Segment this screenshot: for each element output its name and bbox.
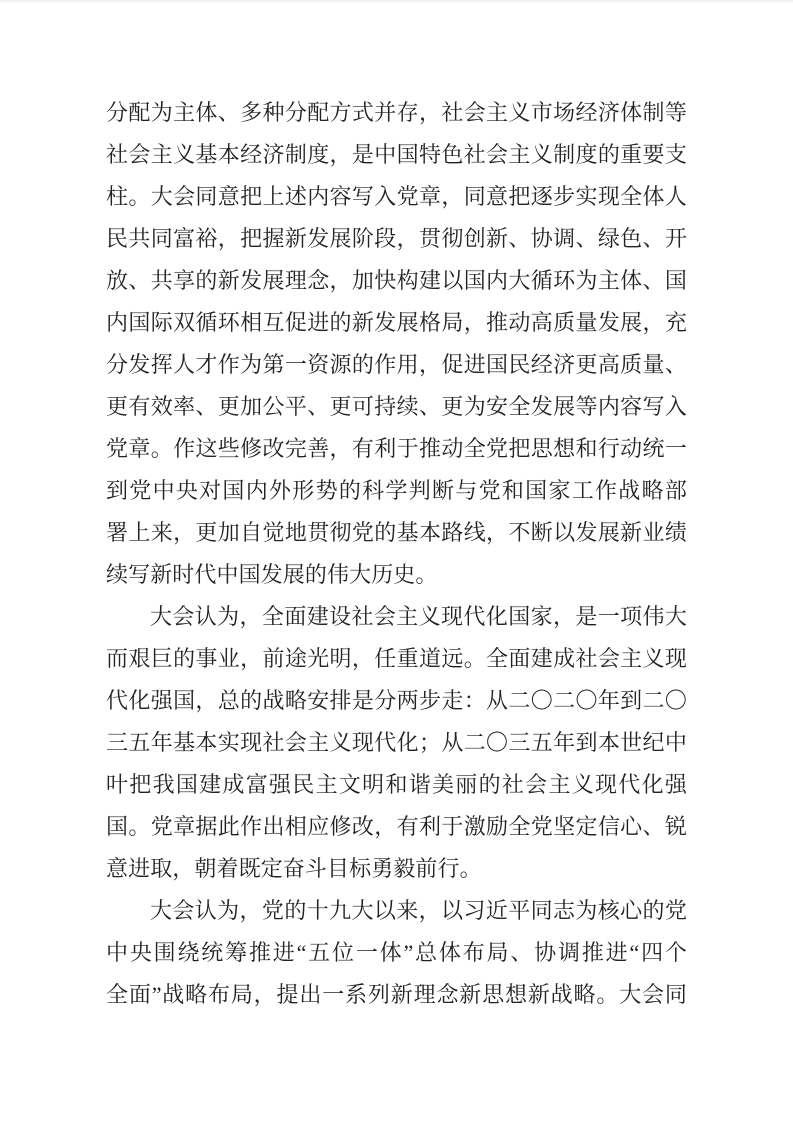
document-text: [106, 92, 687, 1016]
text-line: 国。党章据此作出相应修改，有利于激励全党坚定信心、锐: [106, 814, 687, 839]
paragraph: [106, 596, 687, 890]
text-line: 社会主义基本经济制度，是中国特色社会主义制度的重要支: [106, 142, 687, 167]
text-line: 大会认为，党的十九大以来，以习近平同志为核心的党: [150, 898, 687, 923]
text-line: 全面”战略布局，提出一系列新理念新思想新战略。大会同: [106, 982, 687, 1007]
text-line: 到党中央对国内外形势的科学判断与党和国家工作战略部: [106, 478, 687, 503]
paragraph: [106, 92, 687, 596]
text-line: 三五年基本实现社会主义现代化；从二〇三五年到本世纪中: [106, 730, 687, 755]
text-line: 分配为主体、多种分配方式并存，社会主义市场经济体制等: [106, 100, 687, 125]
text-line: 而艰巨的事业，前途光明，任重道远。全面建成社会主义现: [106, 646, 687, 671]
text-line: 意进取，朝着既定奋斗目标勇毅前行。: [106, 856, 482, 881]
text-line: 分发挥人才作为第一资源的作用，促进国民经济更高质量、: [106, 352, 687, 377]
paragraph: [106, 890, 687, 1016]
text-line: 内国际双循环相互促进的新发展格局，推动高质量发展，充: [106, 310, 687, 335]
text-line: 署上来，更加自觉地贯彻党的基本路线，不断以发展新业绩: [106, 520, 687, 545]
text-line: 中央围绕统筹推进“五位一体”总体布局、协调推进“四个: [106, 940, 687, 965]
text-line: 大会认为，全面建设社会主义现代化国家，是一项伟大: [150, 604, 687, 629]
text-line: 续写新时代中国发展的伟大历史。: [106, 562, 438, 587]
text-line: 党章。作这些修改完善，有利于推动全党把思想和行动统一: [106, 436, 687, 461]
text-line: 更有效率、更加公平、更可持续、更为安全发展等内容写入: [106, 394, 687, 419]
text-line: 叶把我国建成富强民主文明和谐美丽的社会主义现代化强: [106, 772, 687, 797]
text-line: 代化强国，总的战略安排是分两步走：从二〇二〇年到二〇: [106, 688, 687, 713]
text-line: 柱。大会同意把上述内容写入党章，同意把逐步实现全体人: [106, 184, 687, 209]
text-line: 民共同富裕，把握新发展阶段，贯彻创新、协调、绿色、开: [106, 226, 687, 251]
text-line: 放、共享的新发展理念，加快构建以国内大循环为主体、国: [106, 268, 687, 293]
